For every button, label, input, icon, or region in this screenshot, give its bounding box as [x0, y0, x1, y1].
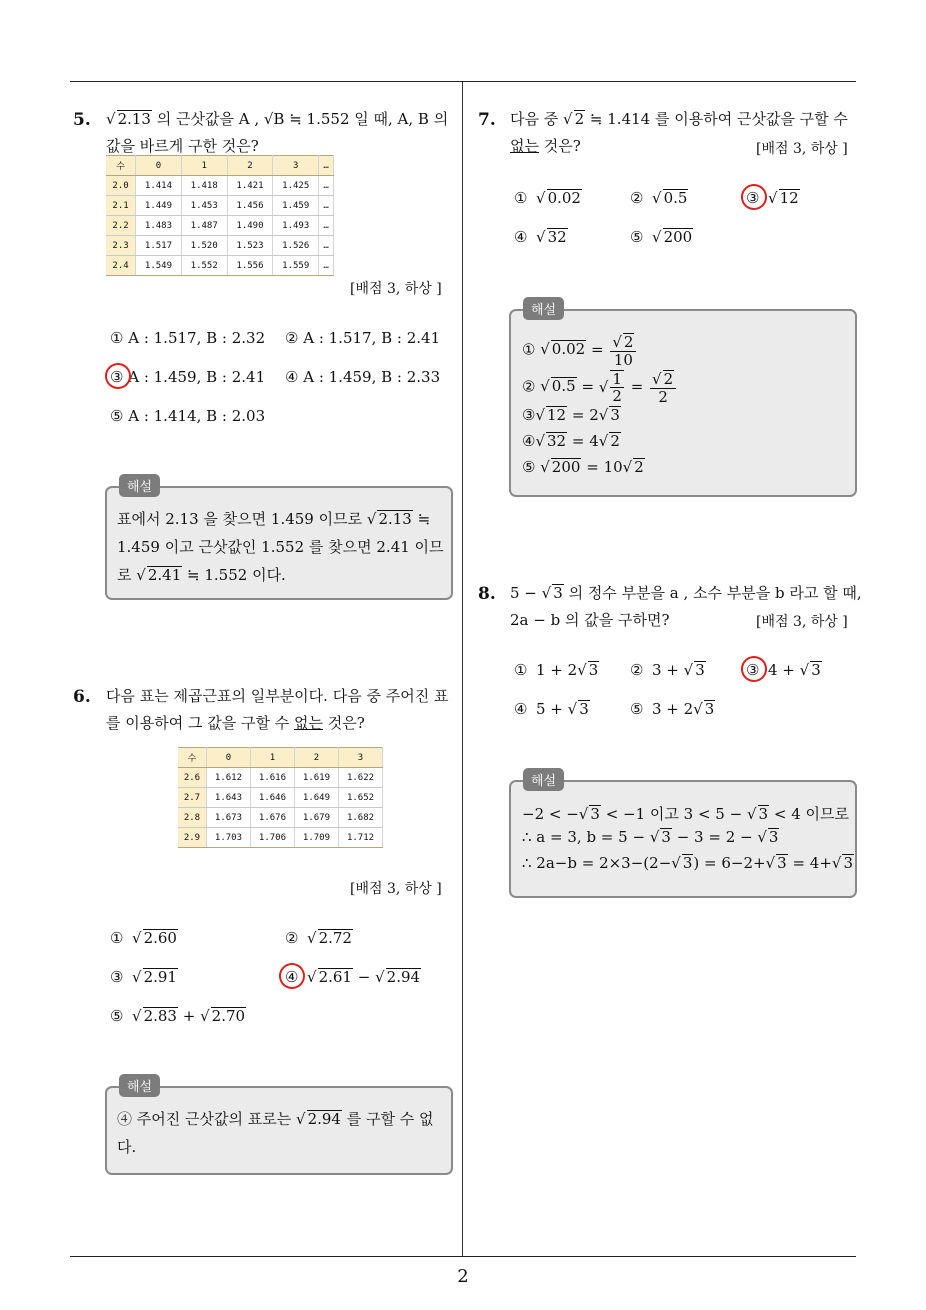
- q7-text-sqrt: 2: [574, 110, 585, 128]
- q8-option-5[interactable]: ⑤ 3 + 2√ 3: [630, 700, 715, 718]
- table-cell: 1.526: [273, 236, 319, 256]
- q5-sol-line3-post: ≒ 1.552 이다.: [187, 566, 286, 584]
- table-row: [178, 828, 383, 848]
- q5-meta: [배점 3, 하상 ]: [350, 281, 442, 297]
- table-row: [106, 236, 334, 256]
- table-cell: 0: [206, 748, 250, 768]
- q7-option-4[interactable]: ④ √ 32: [514, 228, 567, 246]
- option-marker: ②: [630, 189, 644, 207]
- option-marker: ②: [630, 661, 644, 679]
- q6-sol-line1-pre: ④ 주어진 근삿값의 표로는: [117, 1110, 292, 1128]
- q5-table-header: [106, 156, 334, 176]
- table-cell: 2.2: [106, 216, 136, 236]
- table-cell: 1.549: [136, 256, 182, 276]
- q8-text-post: 의 정수 부분을 a , 소수 부분을 b 라고 할 때,: [568, 584, 862, 602]
- table-cell: 1.421: [227, 176, 273, 196]
- option-value: 32: [547, 228, 567, 246]
- q6-text-underlined: 없는: [294, 714, 323, 732]
- table-cell: 1.646: [250, 788, 294, 808]
- q7-text-post: ≒ 1.414 를 이용하여 근삿값을 구할 수: [589, 110, 848, 128]
- table-cell: 1.559: [273, 256, 319, 276]
- q5-sol-sqrt2: 2.41: [147, 566, 182, 584]
- option-marker: ④: [514, 700, 528, 718]
- table-cell: 1.487: [181, 216, 227, 236]
- page-number: 2: [457, 1266, 469, 1287]
- q5-sol-line2: 1.459 이고 근삿값인 1.552 를 찾으면 2.41 이므: [117, 538, 444, 556]
- q7-meta: [배점 3, 하상 ]: [756, 141, 848, 157]
- q6-question: [106, 683, 456, 737]
- table-cell: 1.418: [181, 176, 227, 196]
- q8-text-line2: 2a − b 의 값을 구하면?: [510, 611, 670, 629]
- q8-option-3[interactable]: ③ 4 + √ 3: [746, 661, 821, 679]
- q5-text-line2: 값을 바르게 구한 것은?: [106, 137, 259, 155]
- option-value: 0.5: [663, 189, 688, 207]
- q7-sol-line1: ① √ 0.02 = $\frac{√ 2}{10}$: [522, 333, 638, 368]
- table-cell: 1: [181, 156, 227, 176]
- table-cell: 1.619: [294, 768, 338, 788]
- table-cell: 1.649: [294, 788, 338, 808]
- option-value: 2.61: [318, 968, 352, 986]
- table-cell: 3: [273, 156, 319, 176]
- table-cell: 1.517: [136, 236, 182, 256]
- q6-sol-line2: 다.: [117, 1138, 137, 1156]
- q8-solution-tag: 해설: [523, 768, 564, 791]
- option-value: 2.91: [143, 968, 177, 986]
- table-cell: 1.425: [273, 176, 319, 196]
- sol-marker: ④: [522, 432, 536, 450]
- q8-question: 5 − √ 3 의 정수 부분을 a , 소수 부분을 b 라고 할 때, 2a − b 의 값을 구하면?: [510, 580, 860, 634]
- option-marker: ③: [746, 661, 760, 679]
- option-operator: +: [182, 1007, 196, 1025]
- q6-sqrt-table: [178, 747, 383, 848]
- table-cell: 2: [294, 748, 338, 768]
- option-marker: ①: [110, 929, 124, 947]
- q6-text-line2-post: 것은?: [327, 714, 365, 732]
- q8-sol-line1: −2 < −√ 3 < −1 이고 3 < 5 − √ 3 < 4 이므로: [522, 805, 849, 823]
- table-row: [178, 788, 383, 808]
- table-cell: 2.6: [178, 768, 206, 788]
- table-cell: …: [319, 196, 334, 216]
- q5-text-line1: 의 근삿값을 A , √B ≒ 1.552 일 때, A, B 의: [156, 110, 449, 128]
- table-cell: …: [319, 256, 334, 276]
- option-marker: ③: [110, 968, 124, 986]
- q8-text-pre: 5 −: [510, 584, 537, 602]
- q6-option-2[interactable]: ② √ 2.72: [285, 929, 352, 947]
- sol-marker: ③: [522, 406, 536, 424]
- table-cell: 1.682: [338, 808, 382, 828]
- q6-option-5[interactable]: ⑤ √ 2.83 + √ 2.70: [110, 1007, 246, 1025]
- q6-solution-text: ④ 주어진 근삿값의 표로는 √ 2.94 를 구할 수 없 다.: [117, 1105, 443, 1161]
- sol-marker: ②: [522, 377, 536, 396]
- table-cell: 2.9: [178, 828, 206, 848]
- q8-sol-line3: ∴ 2a−b = 2×3−(2−√ 3) = 6−2+√ 3 = 4+√ 3: [522, 854, 854, 872]
- option-marker: ③: [746, 189, 760, 207]
- sol-fraction: $\frac{√ 2}{10}$: [610, 333, 636, 368]
- table-cell: 1: [250, 748, 294, 768]
- q5-option-5[interactable]: ⑤ A : 1.414, B : 2.03: [110, 407, 266, 425]
- frac-num: 2: [623, 333, 634, 351]
- table-cell: 1.612: [206, 768, 250, 788]
- table-row: [106, 256, 334, 276]
- q7-sol-line3: ③√ 12 = 2√ 3: [522, 406, 620, 424]
- q7-number: 7.: [478, 110, 496, 130]
- q5-solution-text: 표에서 2.13 을 찾으면 1.459 이므로 √ 2.13 ≒ 1.459 이고 근삿값인 1.552 를 찾으면 2.41 이므 로 √ 2.41 ≒ 1.552 이다.: [117, 510, 444, 584]
- table-cell: 1.709: [294, 828, 338, 848]
- top-rule: [70, 81, 856, 82]
- q6-table-header: [178, 748, 383, 768]
- q6-sol-line1-post: 를 구할 수 없: [346, 1110, 434, 1128]
- sol-radicand: 0.02: [551, 340, 586, 359]
- frac-den: 10: [613, 350, 633, 369]
- table-cell: …: [319, 216, 334, 236]
- q7-solution-tag: 해설: [523, 297, 564, 320]
- q6-number: 6.: [73, 687, 91, 707]
- table-cell: 2.1: [106, 196, 136, 216]
- option-value: 2.70: [211, 1007, 246, 1025]
- option-value: 2.72: [318, 929, 352, 947]
- q6-option-1[interactable]: ① √ 2.60: [110, 929, 177, 947]
- table-cell: 2.3: [106, 236, 136, 256]
- q7-sol-line4: ④√ 32 = 4√ 2: [522, 432, 620, 450]
- q5-option-3[interactable]: ③ A : 1.459, B : 2.41: [110, 368, 266, 386]
- q8-number: 8.: [478, 584, 496, 604]
- sol-equals: =: [590, 340, 604, 359]
- option-marker: ⑤: [630, 228, 644, 246]
- q7-text-pre: 다음 중: [510, 110, 559, 128]
- q7-text-line2-post: 것은?: [543, 137, 581, 155]
- q6-option-3[interactable]: ③ √ 2.91: [110, 968, 177, 986]
- table-cell: 1.616: [250, 768, 294, 788]
- table-cell: 1.643: [206, 788, 250, 808]
- q5-number: 5.: [73, 110, 91, 130]
- table-cell: 1.706: [250, 828, 294, 848]
- table-cell: …: [319, 156, 334, 176]
- option-operator: −: [357, 968, 371, 986]
- table-cell: 1.676: [250, 808, 294, 828]
- q7-question: 다음 중 √ 2 ≒ 1.414 를 이용하여 근삿값을 구할 수 없는 것은?: [510, 110, 848, 155]
- table-cell: 1.703: [206, 828, 250, 848]
- q5-option-2[interactable]: ② A : 1.517, B : 2.41: [285, 329, 441, 347]
- q8-sol-line2: ∴ a = 3, b = 5 − √ 3 − 3 = 2 − √ 3: [522, 828, 779, 846]
- q8-option-1[interactable]: ① 1 + 2√ 3: [514, 661, 599, 679]
- q8-meta: [배점 3, 하상 ]: [756, 614, 848, 630]
- table-cell: 2: [227, 156, 273, 176]
- table-row: [178, 808, 383, 828]
- table-cell: 수: [178, 748, 206, 768]
- q6-text-line1: 다음 표는 제곱근표의 일부분이다. 다음 중 주어진 표: [106, 687, 449, 705]
- table-cell: 1.453: [181, 196, 227, 216]
- table-cell: 2.4: [106, 256, 136, 276]
- table-cell: 1.456: [227, 196, 273, 216]
- q5-sol-approx: ≒: [417, 510, 431, 528]
- table-cell: 2.0: [106, 176, 136, 196]
- q8-option-2[interactable]: ② 3 + √ 3: [630, 661, 705, 679]
- q5-sqrt-table: [106, 155, 334, 276]
- table-row: [106, 196, 334, 216]
- q6-solution-tag: 해설: [119, 1074, 160, 1097]
- table-cell: 1.490: [227, 216, 273, 236]
- q5-sol-sqrt1: 2.13: [378, 510, 412, 528]
- q5-sol-line3-pre: 로: [117, 566, 132, 584]
- table-cell: 1.712: [338, 828, 382, 848]
- table-cell: 1.523: [227, 236, 273, 256]
- table-cell: 1.556: [227, 256, 273, 276]
- table-cell: 2.7: [178, 788, 206, 808]
- sol-equals: =: [630, 377, 644, 396]
- sol-equals: =: [581, 377, 595, 396]
- table-cell: 1.673: [206, 808, 250, 828]
- option-marker: ②: [285, 929, 299, 947]
- option-value: 2.94: [386, 968, 421, 986]
- q5-option-4[interactable]: ④ A : 1.459, B : 2.33: [285, 368, 441, 386]
- option-value: 2.60: [143, 929, 177, 947]
- q7-text-underlined: 없는: [510, 137, 539, 155]
- table-cell: 1.449: [136, 196, 182, 216]
- option-value: 0.02: [547, 189, 581, 207]
- table-cell: 1.552: [181, 256, 227, 276]
- table-cell: …: [319, 176, 334, 196]
- sol-marker: ①: [522, 340, 536, 359]
- option-marker: ①: [514, 189, 528, 207]
- q7-option-1[interactable]: ① √ 0.02: [514, 189, 581, 207]
- table-row: [106, 176, 334, 196]
- table-cell: 2.8: [178, 808, 206, 828]
- table-cell: 수: [106, 156, 136, 176]
- table-cell: 1.493: [273, 216, 319, 236]
- q8-text-sqrt: 3: [553, 584, 563, 602]
- q5-option-1[interactable]: ① A : 1.517, B : 2.32: [110, 329, 266, 347]
- table-cell: 3: [338, 748, 382, 768]
- bottom-rule: [70, 1256, 856, 1257]
- q5-solution-tag: 해설: [119, 474, 160, 497]
- sol-marker: ⑤: [522, 458, 536, 476]
- q8-option-4[interactable]: ④ 5 + √ 3: [514, 700, 589, 718]
- option-value: 2.83: [143, 1007, 177, 1025]
- table-cell: 1.483: [136, 216, 182, 236]
- option-marker: ④: [514, 228, 528, 246]
- q6-text-line2-pre: 를 이용하여 그 값을 구할 수: [106, 714, 290, 732]
- option-marker: ④: [285, 968, 299, 986]
- q5-sol-line1: 표에서 2.13 을 찾으면 1.459 이므로: [117, 510, 363, 528]
- sol-fraction: $\frac{√ 2}{2}$: [650, 370, 676, 405]
- table-cell: 1.459: [273, 196, 319, 216]
- q5-question: √ 2.13 의 근삿값을 A , √B ≒ 1.552 일 때, A, B 의 값을 바르게 구한 것은?: [106, 106, 456, 160]
- table-cell: …: [319, 236, 334, 256]
- q6-meta: [배점 3, 하상 ]: [350, 881, 442, 897]
- q7-option-5[interactable]: ⑤ √ 200: [630, 228, 693, 246]
- table-cell: 1.414: [136, 176, 182, 196]
- q6-option-4[interactable]: ④ √ 2.61 − √ 2.94: [285, 968, 421, 986]
- option-marker: ①: [514, 661, 528, 679]
- table-cell: 0: [136, 156, 182, 176]
- sol-fraction: $\frac{1}{2}$: [612, 370, 622, 406]
- option-value: 12: [779, 189, 799, 207]
- sol-radicand: 0.5: [551, 377, 576, 396]
- table-cell: 1.622: [338, 768, 382, 788]
- table-cell: 1.679: [294, 808, 338, 828]
- q7-option-2[interactable]: ② √ 0.5: [630, 189, 688, 207]
- option-marker: ⑤: [110, 1007, 124, 1025]
- table-cell: 1.652: [338, 788, 382, 808]
- table-row: [178, 768, 383, 788]
- column-divider: [462, 82, 463, 1256]
- q7-sol-line2: ② √ 0.5 = √ $\frac{1}{2}$ = $\frac{√ 2}{2}$: [522, 370, 678, 405]
- option-value: 200: [663, 228, 693, 246]
- q6-sol-sqrt: 2.94: [307, 1110, 341, 1128]
- q7-option-3[interactable]: ③ √ 12: [746, 189, 799, 207]
- table-cell: 1.520: [181, 236, 227, 256]
- q7-sol-line5: ⑤ √ 200 = 10√ 2: [522, 458, 644, 476]
- table-row: [106, 216, 334, 236]
- q5-sqrt-value: 2.13: [117, 110, 151, 128]
- option-marker: ⑤: [630, 700, 644, 718]
